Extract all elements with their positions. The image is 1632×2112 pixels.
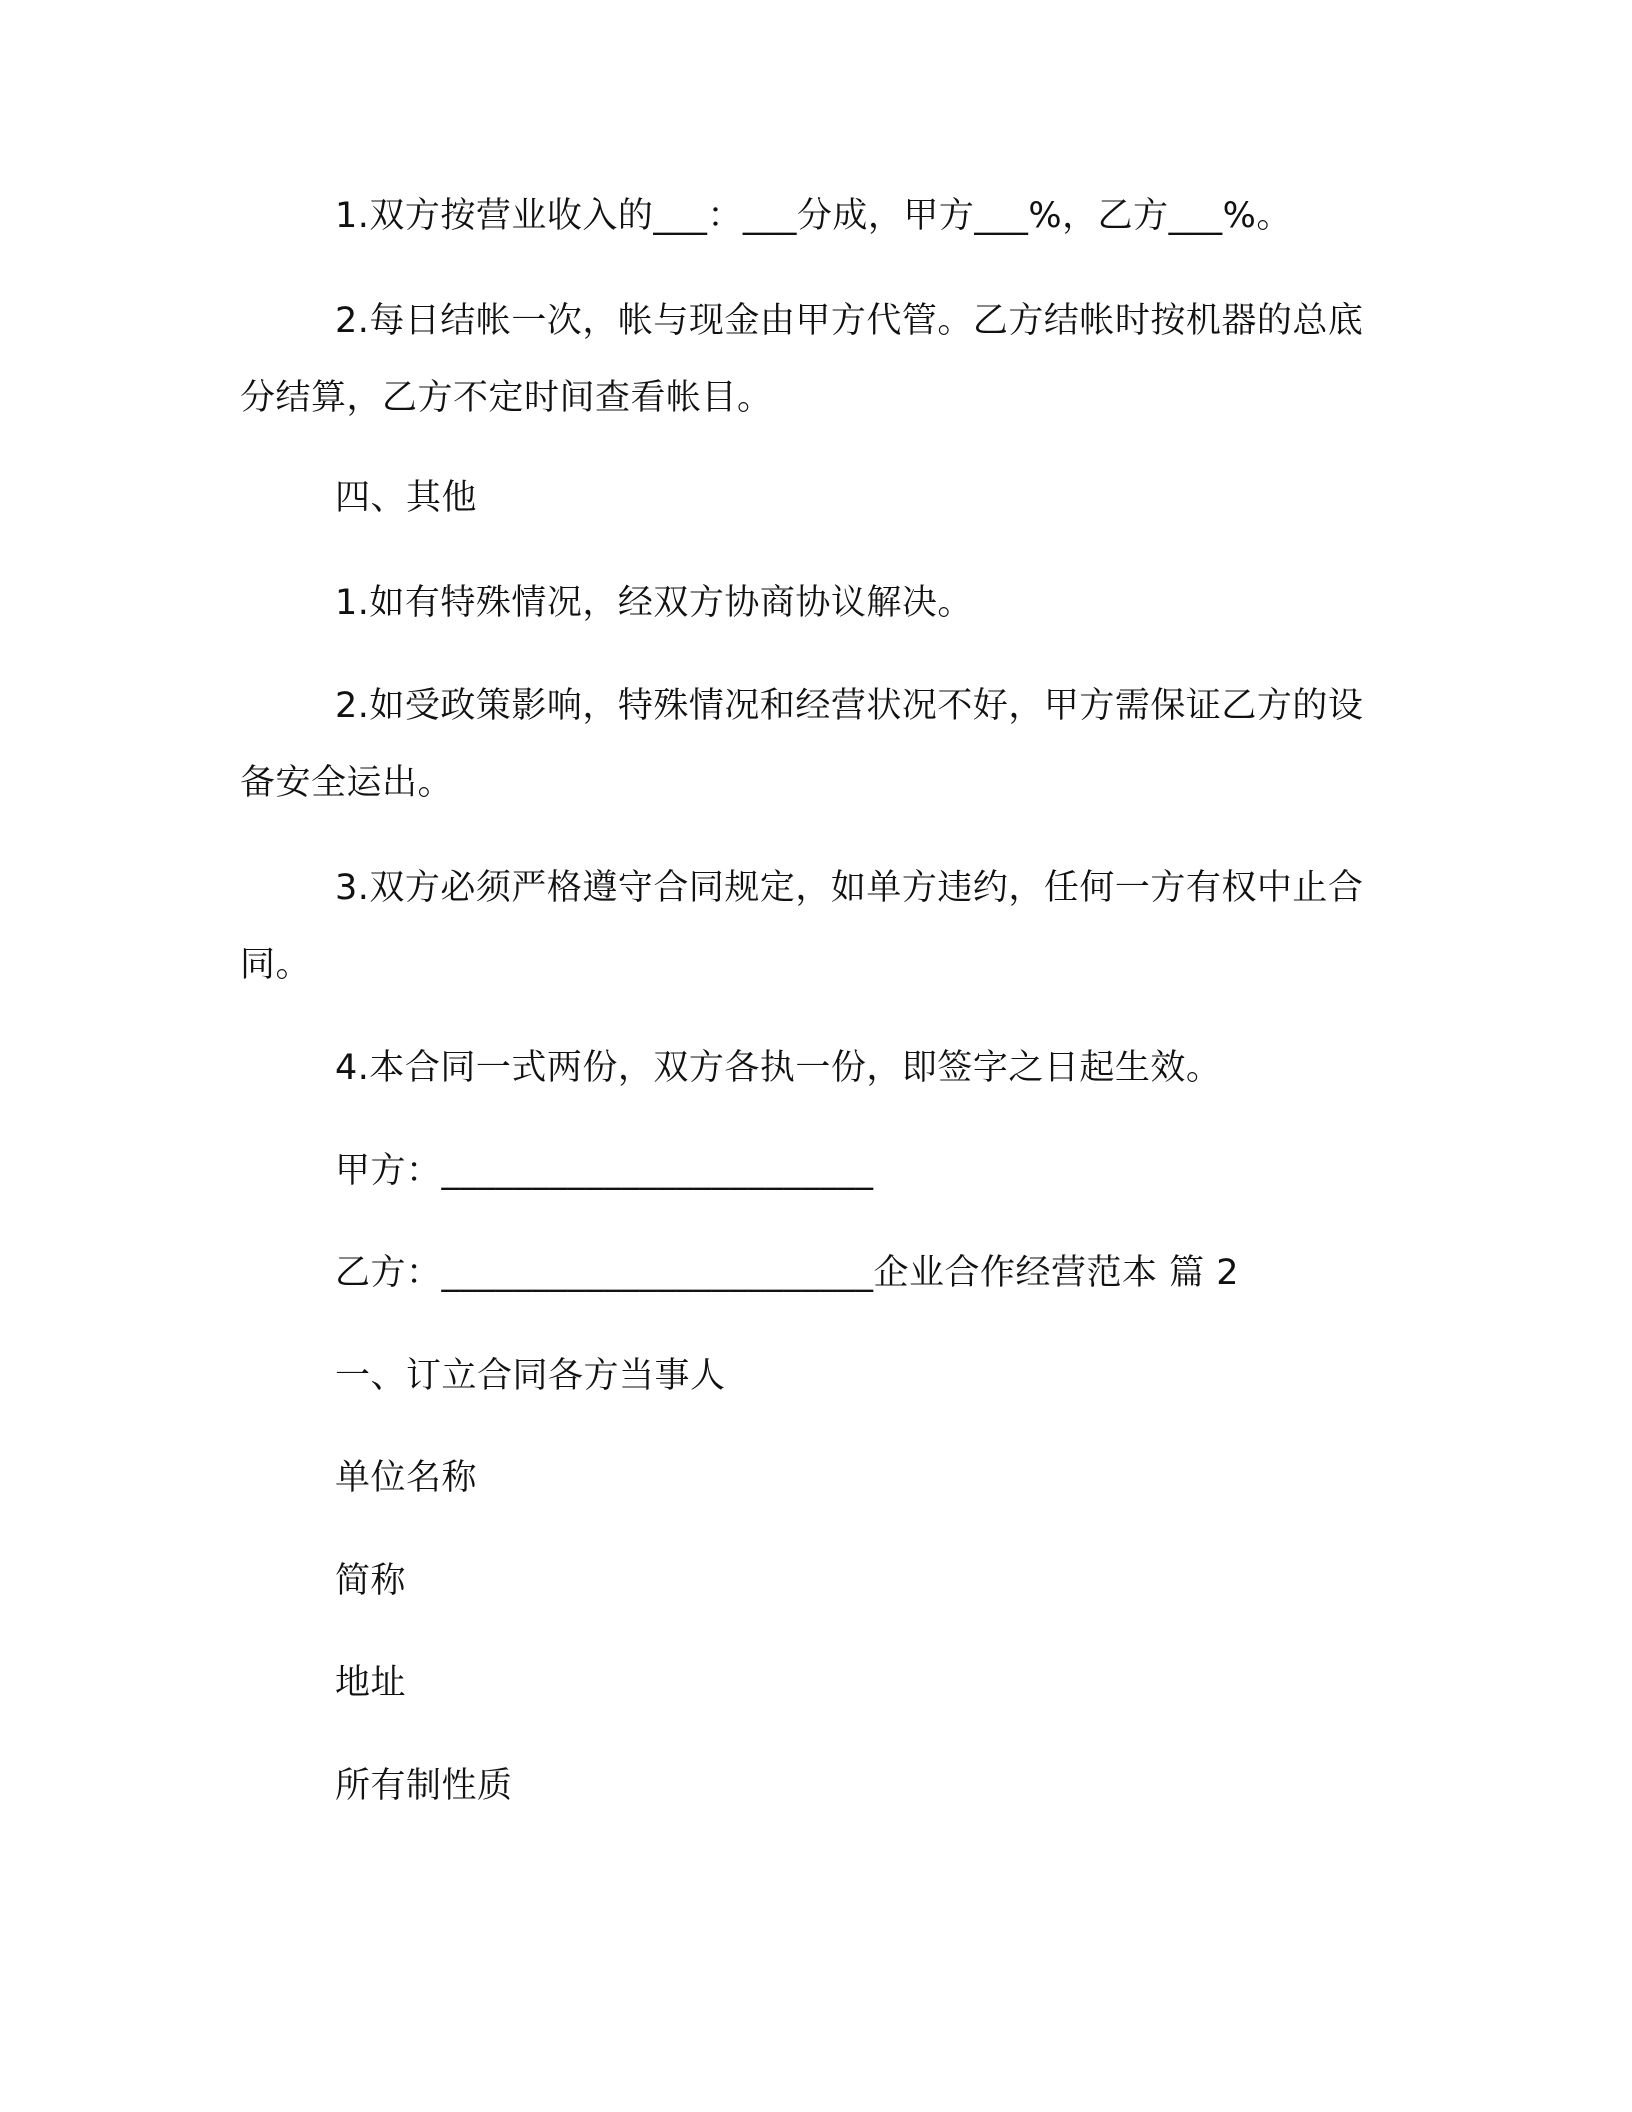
party-b-signature-line: 乙方：________________________企业合作经营范本 篇 2 bbox=[335, 1253, 1240, 1293]
paragraph-other-4: 4.本合同一式两份，双方各执一份，即签字之日起生效。 bbox=[335, 1048, 1222, 1088]
field-short-name: 简称 bbox=[335, 1561, 407, 1601]
paragraph-profit-share: 1.双方按营业收入的___：___分成，甲方___%，乙方___%。 bbox=[335, 196, 1292, 236]
party-a-signature-line: 甲方：________________________ bbox=[335, 1151, 874, 1191]
paragraph-other-2: 2.如受政策影响，特殊情况和经营状况不好，甲方需保证乙方的设备安全运出。 bbox=[240, 686, 1364, 803]
paragraph-daily-settlement: 2.每日结帐一次，帐与现金由甲方代管。乙方结帐时按机器的总底分结算，乙方不定时间查看帐目。 bbox=[240, 301, 1364, 418]
paragraph-other-1: 1.如有特殊情况，经双方协商协议解决。 bbox=[335, 583, 973, 623]
paragraph-other-3: 3.双方必须严格遵守合同规定，如单方违约，任何一方有权中止合同。 bbox=[240, 868, 1364, 985]
section-one-title: 一、订立合同各方当事人 bbox=[335, 1356, 726, 1396]
field-unit-name: 单位名称 bbox=[335, 1458, 478, 1498]
field-address: 地址 bbox=[335, 1663, 407, 1703]
field-ownership: 所有制性质 bbox=[335, 1766, 513, 1806]
section-four-title: 四、其他 bbox=[335, 478, 478, 518]
